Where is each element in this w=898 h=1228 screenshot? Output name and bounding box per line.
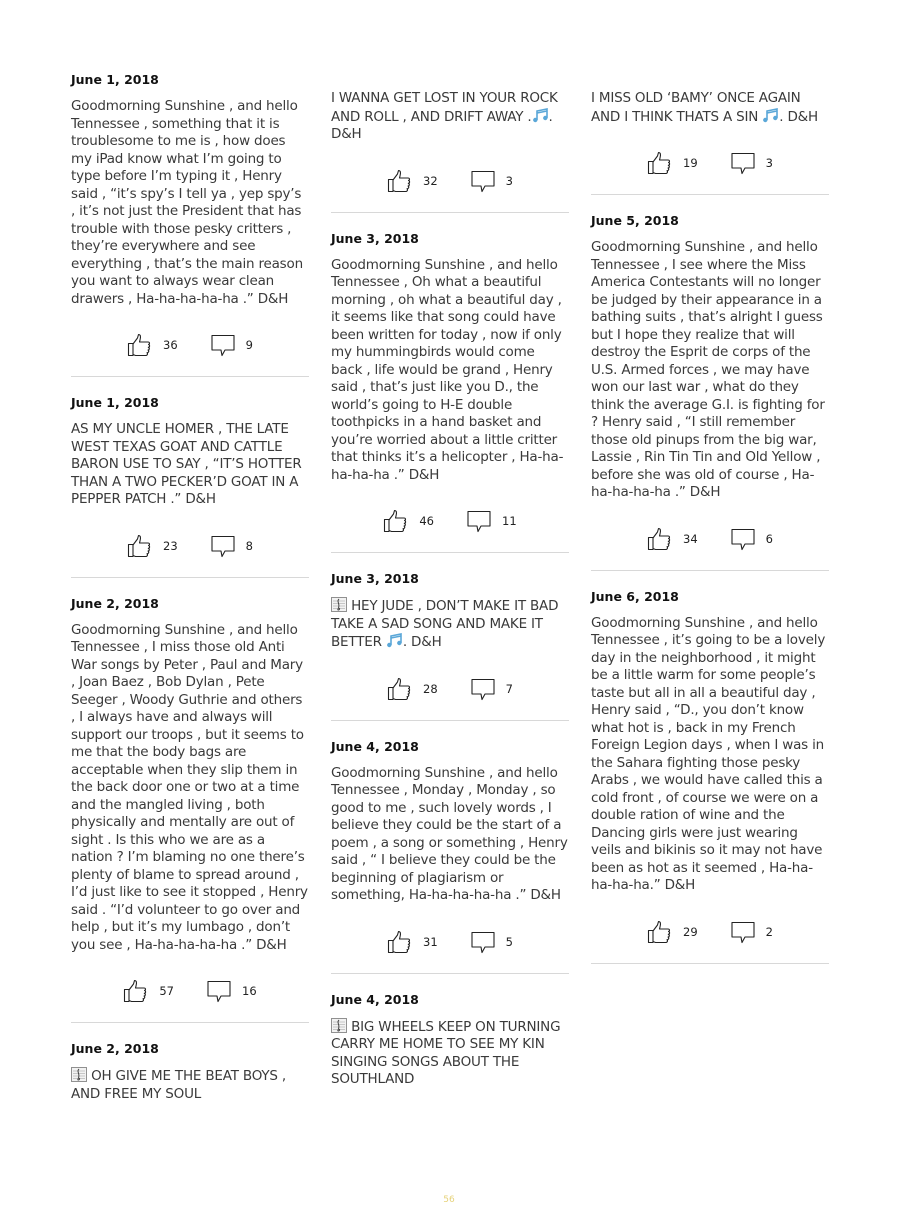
- like-count: 32: [423, 173, 438, 188]
- post-actions: [591, 917, 829, 947]
- post-text-body: HEY JUDE , DON’T MAKE IT BAD TAKE A SAD SONG AND MAKE IT BETTER: [331, 598, 563, 650]
- column-1: [71, 72, 312, 1103]
- music-notes-icon: [386, 634, 403, 650]
- comment-icon: [466, 509, 492, 533]
- like-button[interactable]: [387, 677, 438, 701]
- comment-count: 3: [765, 156, 773, 170]
- post-text-body: Goodmorning Sunshine , and hello Tennessee , Oh what a beautiful morning , oh what a beautiful day , it seems like that song could have been written for today , now if only my hummingbirds would come back , life would be grand , Henry said , that’s just like you D., the world’s going to H-E double toothpicks in a hand basket and you’re worried about a little critter that thinks it’s a helicopter , Ha-ha-ha-ha-ha .” D&H: [331, 256, 566, 483]
- post-divider: [591, 194, 829, 195]
- comment-button[interactable]: [466, 509, 517, 533]
- comment-icon: [730, 527, 756, 551]
- post-text: [71, 421, 309, 509]
- post-text: [331, 764, 572, 905]
- post-date: June 4, 2018: [331, 738, 419, 754]
- like-button[interactable]: [647, 527, 698, 551]
- post: [71, 395, 309, 578]
- post-actions: [71, 330, 309, 360]
- post: [71, 1041, 309, 1103]
- comment-button[interactable]: [470, 930, 513, 954]
- like-count: 19: [683, 156, 698, 170]
- comment-icon: [470, 930, 496, 954]
- post-text: [331, 597, 569, 652]
- post-actions: [331, 506, 569, 536]
- thumbs-up-icon: [123, 979, 149, 1003]
- like-count: 34: [683, 531, 698, 546]
- comment-count: 5: [505, 934, 513, 949]
- post-text-signature: . D&H: [331, 108, 557, 142]
- post-text: [591, 90, 829, 126]
- like-button[interactable]: [383, 509, 434, 533]
- post-text: [331, 1018, 569, 1089]
- post-text: [71, 98, 309, 308]
- post-divider: [71, 577, 309, 578]
- music-notes-icon: [532, 109, 549, 125]
- page-number: 56: [443, 1195, 455, 1205]
- comment-count: 16: [242, 984, 257, 998]
- like-count: 31: [423, 934, 438, 949]
- comment-button[interactable]: [730, 527, 773, 551]
- post-actions: [331, 674, 569, 704]
- post: [331, 992, 569, 1089]
- post-date: June 4, 2018: [331, 991, 419, 1007]
- comment-count: 3: [505, 173, 513, 188]
- post-date: June 1, 2018: [71, 395, 159, 410]
- like-count: 46: [419, 514, 434, 528]
- column-3: [591, 90, 829, 982]
- like-button[interactable]: [387, 930, 438, 954]
- post: [591, 90, 829, 195]
- post: [331, 90, 569, 213]
- post-date: June 2, 2018: [71, 1041, 159, 1056]
- post: [71, 72, 309, 377]
- post-text: [591, 239, 829, 502]
- post-text: [591, 615, 829, 895]
- post-text: [331, 257, 569, 485]
- comment-icon: [206, 979, 232, 1003]
- post-text-signature: . D&H: [402, 634, 442, 650]
- comment-button[interactable]: [470, 677, 513, 701]
- post-text-body: AS MY UNCLE HOMER , THE LATE WEST TEXAS GOAT AND CATTLE BARON USE TO SAY , “IT’S HOTTER THAN A TWO PECKER’D GOAT IN A PEPPER PATCH .” D&H: [71, 421, 306, 507]
- comment-button[interactable]: [210, 534, 253, 558]
- post-divider: [331, 212, 569, 213]
- post-actions: [331, 166, 569, 196]
- post-date: June 3, 2018: [331, 230, 419, 246]
- like-count: 28: [423, 681, 438, 696]
- thumbs-up-icon: [387, 677, 413, 701]
- post-text: [71, 621, 312, 955]
- comment-count: 6: [765, 531, 773, 546]
- thumbs-up-icon: [127, 333, 153, 357]
- thumbs-up-icon: [647, 527, 673, 551]
- post-text-body: Goodmorning Sunshine , and hello Tennessee , Monday , Monday , so good to me , such lovely words , I believe they could be the start of a poem , a song or something , Henry said , “ I believe they could be the beginning of plagiarism or something, Ha-ha-ha-ha-ha .” D&H: [331, 764, 572, 903]
- post-actions: [71, 976, 309, 1006]
- comment-icon: [730, 920, 756, 944]
- like-button[interactable]: [123, 979, 174, 1003]
- comment-icon: [470, 677, 496, 701]
- post-divider: [71, 376, 309, 377]
- comment-icon: [730, 151, 756, 175]
- post-text-body: BIG WHEELS KEEP ON TURNING CARRY ME HOME TO SEE MY KIN SINGING SONGS ABOUT THE SOUTHLAND: [331, 1018, 565, 1087]
- comment-button[interactable]: [730, 920, 773, 944]
- post-text: [71, 1067, 309, 1103]
- thumbs-up-icon: [127, 534, 153, 558]
- post-divider: [331, 720, 569, 721]
- post-actions: [591, 148, 829, 178]
- like-button[interactable]: [127, 534, 178, 558]
- post-divider: [331, 973, 569, 974]
- comment-icon: [470, 169, 496, 193]
- post: [591, 589, 829, 964]
- post-divider: [71, 1022, 309, 1023]
- comment-icon: [210, 534, 236, 558]
- post-text-body: I WANNA GET LOST IN YOUR ROCK AND ROLL , AND DRIFT AWAY .: [331, 90, 562, 125]
- comment-count: 2: [765, 924, 773, 939]
- like-count: 23: [163, 538, 178, 553]
- like-button[interactable]: [647, 920, 698, 944]
- post-date: June 5, 2018: [591, 213, 679, 228]
- post-actions: [591, 524, 829, 554]
- post-date: June 1, 2018: [71, 72, 159, 87]
- post-text-body: Goodmorning Sunshine , and hello Tennessee , I miss those old Anti War songs by Peter , Paul and Mary , Joan Baez , Bob Dylan , Pete Seeger , Woody Guthrie and others , I always have and always will support our troops , but it seems to me that the body bags are acceptable when they slip them in the back door one or two at a time and the mangled living , both physically and mentally are out of sight . Is this who we are as a nation ? I’m blaming no one there’s plenty of blame to spread around , I’d just like to see it stopped , Henry said . “I’d volunteer to go over and help , but it’s my lumbago , don’t you see , Ha-ha-ha-ha-ha .” D&H: [71, 621, 312, 953]
- sheet-music-icon: [71, 1068, 87, 1084]
- comment-icon: [210, 333, 236, 357]
- comment-button[interactable]: [206, 979, 257, 1003]
- post: [331, 571, 569, 721]
- comment-count: 9: [245, 338, 253, 352]
- thumbs-up-icon: [383, 509, 409, 533]
- thumbs-up-icon: [647, 920, 673, 944]
- comment-button[interactable]: [730, 151, 773, 175]
- post: [71, 595, 312, 1024]
- post-text-body: OH GIVE ME THE BEAT BOYS , AND FREE MY SOUL: [71, 1068, 291, 1102]
- comment-count: 8: [245, 538, 253, 553]
- comment-button[interactable]: [210, 333, 253, 357]
- like-button[interactable]: [387, 169, 438, 193]
- post-date: June 6, 2018: [591, 588, 679, 604]
- post-text-body: Goodmorning Sunshine , and hello Tennessee , it’s going to be a lovely day in the neighborhood , it might be a little warm for some people’s taste but all in all a beautiful day , Henry said , “D., you don’t know what hot is , back in my French Foreign Legion days , when I was in the Sahara fighting those pesky Arabs , we would have called this a cold front , of course we were on a double ration of wine and the Dancing girls were just wearing veils and bikinis so it may not have been as hot as it seemed , Ha-ha-ha-ha-ha.” D&H: [591, 614, 830, 893]
- music-notes-icon: [762, 109, 779, 125]
- post: [591, 213, 829, 571]
- comment-button[interactable]: [470, 169, 513, 193]
- thumbs-up-icon: [387, 930, 413, 954]
- post: [331, 738, 572, 974]
- thumbs-up-icon: [387, 169, 413, 193]
- post-text-body: Goodmorning Sunshine , and hello Tennessee , something that it is troublesome to me is , how does my iPad know what I’m going to type before I’m typing it , Henry said , “it’s spy’s I tell ya , yep spy’s , it’s not just the President that has trouble with those pesky critters , they’re everywhere and see everything , that’s the main reason you want to always wear clean drawers , Ha-ha-ha-ha-ha .” D&H: [71, 98, 308, 307]
- post-text-body: Goodmorning Sunshine , and hello Tennessee , I see where the Miss America Contestants will no longer be judged by their appearance in a bathing suits , that’s alright I guess but I hope they realize that will destroy the Esprit de corps of the U.S. Armed forces , we may have won our last war , what do they think the average G.I. is fighting for ? Henry said , “I still remember those old pinups from the big war, Lassie , Rin Tin Tin and Old Yellow , before she was old of course , Ha-ha-ha-ha-ha .” D&H: [591, 239, 829, 500]
- post-divider: [591, 570, 829, 571]
- like-count: 36: [163, 338, 178, 352]
- like-button[interactable]: [647, 151, 698, 175]
- post-actions: [71, 531, 309, 561]
- like-count: 57: [159, 984, 174, 998]
- post-text-signature: . D&H: [779, 108, 818, 125]
- post-text: [331, 90, 569, 144]
- like-count: 29: [683, 924, 698, 939]
- sheet-music-icon: [331, 598, 347, 614]
- post-date: June 3, 2018: [331, 571, 419, 586]
- sheet-music-icon: [331, 1019, 347, 1035]
- post-text-body: I MISS OLD ‘BAMY’ ONCE AGAIN AND I THINK THATS A SIN: [591, 90, 805, 125]
- comment-count: 7: [505, 681, 513, 696]
- comment-count: 11: [502, 514, 517, 528]
- column-2: [331, 90, 572, 1089]
- like-button[interactable]: [127, 333, 178, 357]
- post-divider: [591, 963, 829, 964]
- post-divider: [331, 552, 569, 553]
- post-date: June 2, 2018: [71, 595, 159, 611]
- post: [331, 231, 569, 554]
- thumbs-up-icon: [647, 151, 673, 175]
- post-actions: [331, 927, 569, 957]
